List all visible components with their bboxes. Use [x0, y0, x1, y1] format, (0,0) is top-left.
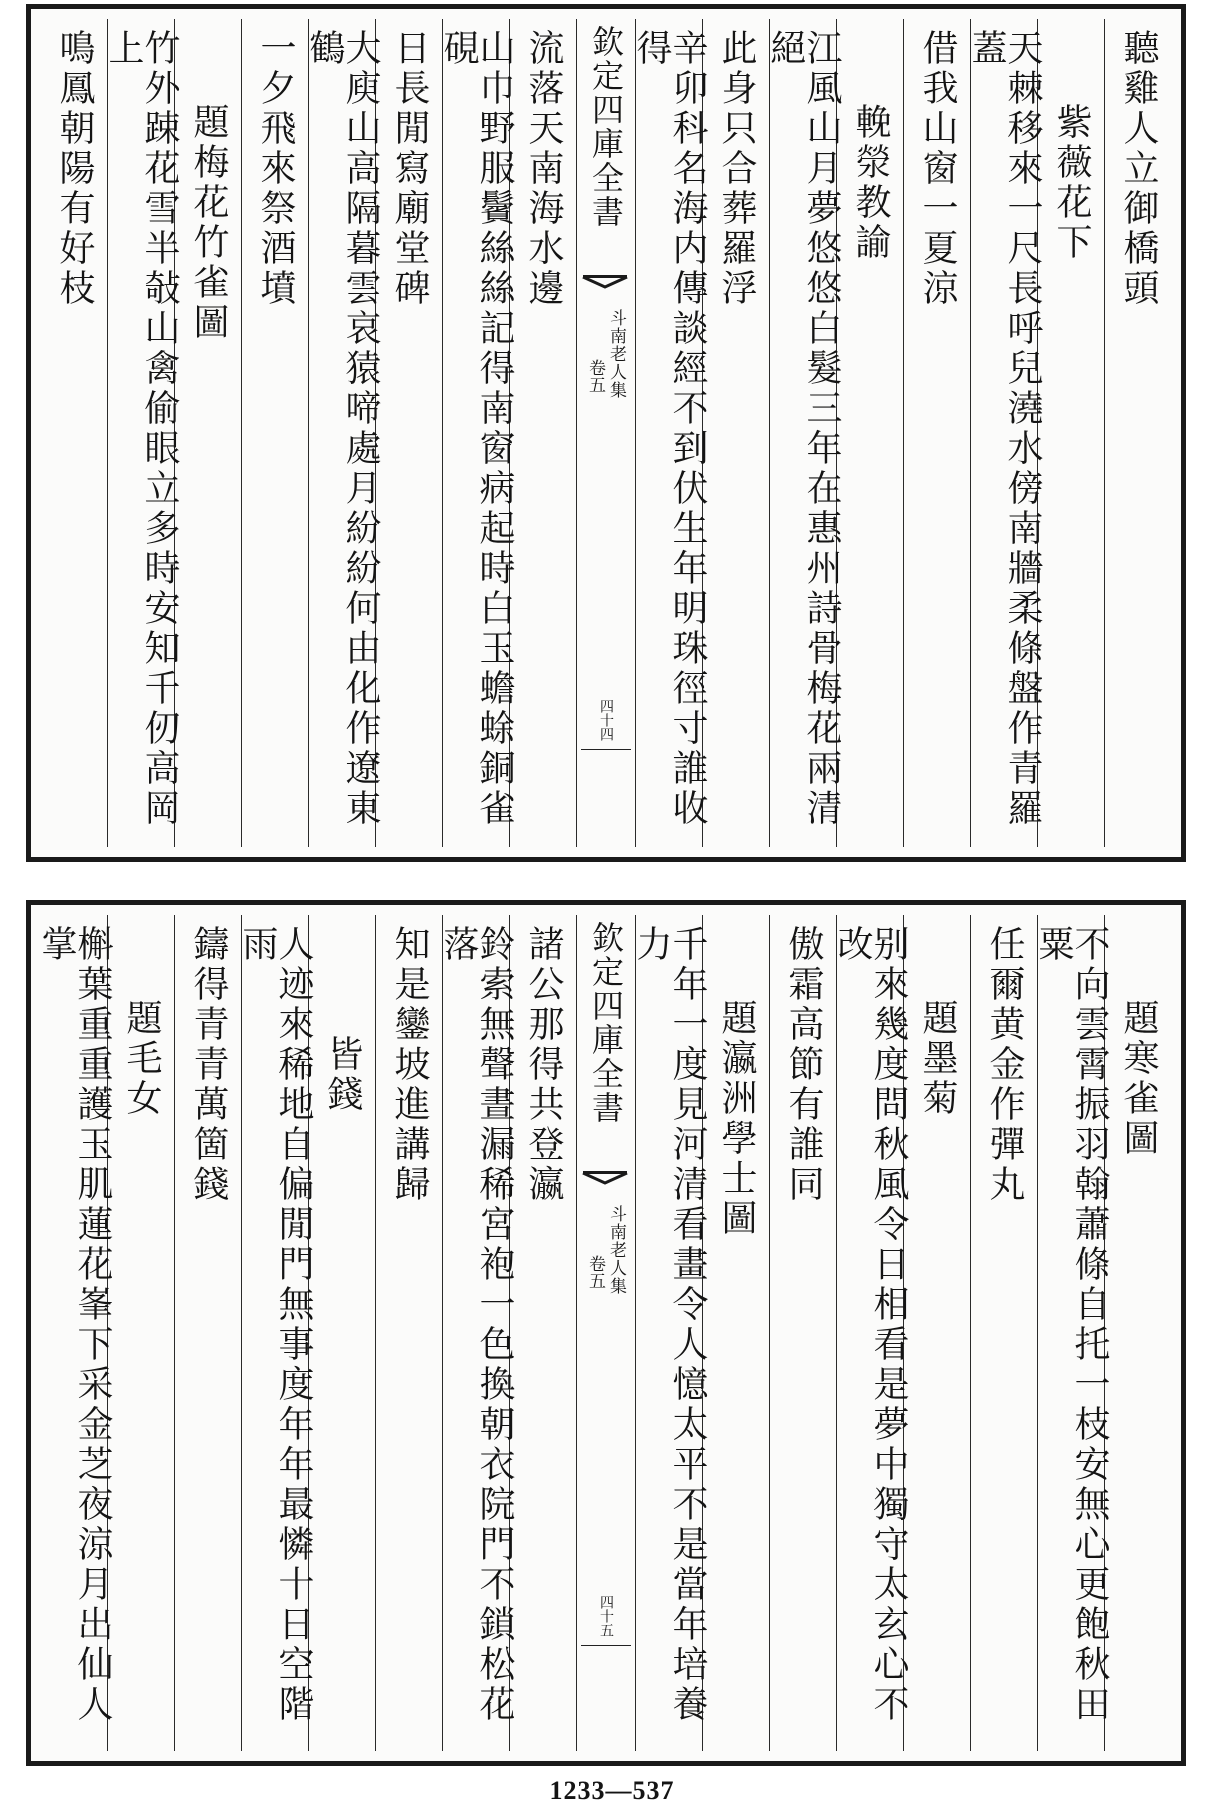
book-title: 斗南老人集 [606, 309, 626, 399]
poem-line: 借我山窗一夏涼 [917, 29, 958, 309]
poem-line: 鑄得青青萬箇錢 [188, 925, 229, 1205]
poem-line: 人迹來稀地自偏閒門無事度年年最憐十日空階雨 [237, 925, 314, 1725]
poem-line: 竹外踈花雪半敧山禽偷眼立多時安知千仞高岡上 [103, 29, 180, 829]
poem-line: 傲霜高節有誰同 [783, 925, 824, 1205]
poem-line: 千年一度見河清看畫令人憶太平不是當年培養力 [631, 925, 708, 1725]
text-column [237, 915, 314, 1751]
poem-title: 題毛女 [121, 999, 162, 1119]
poem-line: 大庾山高隔暮雲哀猿啼處月紛紛何由化作遼東鶴 [304, 29, 381, 829]
fishtail-mark-icon [581, 275, 629, 289]
page-footer-code: 1233—537 [549, 1776, 675, 1805]
text-column [966, 19, 1043, 847]
text-column [631, 19, 708, 847]
poem-line: 槲葉重重護玉肌蓮花峯下采金芝夜涼月出仙人掌 [36, 925, 113, 1725]
poem-line: 江風山月夢悠悠白髮三年在惠州詩骨梅花兩清絕 [765, 29, 842, 829]
text-column [375, 915, 442, 1751]
text-column [1104, 19, 1171, 847]
volume-label: 卷五 [585, 1255, 605, 1289]
center-fold-column [576, 19, 635, 847]
poem-line: 任爾黄金作彈丸 [984, 925, 1025, 1205]
fishtail-mark-icon [581, 1171, 629, 1185]
text-column [832, 915, 909, 1751]
text-column [1104, 915, 1171, 1751]
poem-line: 日長閒寫廟堂碑 [389, 29, 430, 309]
text-column [702, 915, 769, 1751]
poem-line: 一夕飛來祭酒墳 [255, 29, 296, 309]
text-column [103, 19, 180, 847]
text-column [41, 19, 107, 847]
text-column [765, 19, 842, 847]
book-series-title: 欽定四庫全書 [587, 921, 625, 1125]
poem-line: 此身只合葬羅浮 [716, 29, 757, 309]
poem-title: 題墨菊 [917, 999, 958, 1119]
text-column [631, 915, 708, 1751]
poem-line: 辛卯科名海内傳談經不到伏生年明珠徑寸誰收得 [631, 29, 708, 829]
poem-line: 鈴索無聲晝漏稀宮袍一色換朝衣院門不鎖松花落 [438, 925, 515, 1725]
page-number: 四十四 [598, 699, 614, 741]
text-column [769, 915, 836, 1751]
poem-line: 别來幾度問秋風令日相看是夢中獨守太玄心不改 [832, 925, 909, 1725]
book-title: 斗南老人集 [606, 1205, 626, 1295]
text-column [509, 19, 576, 847]
text-column [375, 19, 442, 847]
bottom-page-frame [26, 900, 1186, 1766]
center-rule [581, 1645, 631, 1646]
volume-label: 卷五 [585, 359, 605, 393]
text-column [308, 915, 375, 1751]
top-page-frame [26, 4, 1186, 862]
text-column [1033, 915, 1110, 1751]
poem-line: 諸公那得共登瀛 [523, 925, 564, 1205]
poem-line: 流落天南海水邊 [523, 29, 564, 309]
poem-line: 不向雲霄振羽翰蕭條自托一枝安無心更飽秋田粟 [1033, 925, 1110, 1725]
text-column [304, 19, 381, 847]
poem-title: 題梅花竹雀圖 [188, 103, 229, 343]
text-column [1037, 19, 1104, 847]
poem-line: 鳴鳳朝陽有好枝 [54, 29, 95, 309]
text-column [107, 915, 174, 1751]
poem-title: 紫薇花下 [1051, 103, 1092, 263]
poem-line: 山巾野服鬢絲絲記得南窗病起時白玉蟾蜍銅雀硯 [438, 29, 515, 829]
text-column [903, 915, 970, 1751]
center-rule [581, 749, 631, 750]
center-fold-column [576, 915, 635, 1751]
book-series-title: 欽定四庫全書 [587, 25, 625, 229]
text-column [174, 915, 241, 1751]
text-column [903, 19, 970, 847]
text-column [174, 19, 241, 847]
text-column [970, 915, 1037, 1751]
text-column [438, 19, 515, 847]
text-column [241, 19, 308, 847]
poem-line: 知是鑾坡進講歸 [389, 925, 430, 1205]
text-column [836, 19, 903, 847]
poem-line: 聽雞人立御橋頭 [1118, 29, 1159, 309]
page-number: 四十五 [598, 1595, 614, 1637]
poem-line: 天棘移來一尺長呼兒澆水傍南牆柔條盤作青羅蓋 [966, 29, 1043, 829]
top-page-columns [41, 19, 1171, 847]
poem-title: 皆錢 [322, 1035, 363, 1115]
text-column [509, 915, 576, 1751]
poem-title: 題瀛洲學士圖 [716, 999, 757, 1239]
text-column [36, 915, 113, 1751]
poem-title: 輓滎教諭 [850, 103, 891, 263]
text-column [438, 915, 515, 1751]
text-column [702, 19, 769, 847]
poem-title: 題寒雀圖 [1118, 999, 1159, 1159]
bottom-page-columns [36, 915, 1171, 1751]
